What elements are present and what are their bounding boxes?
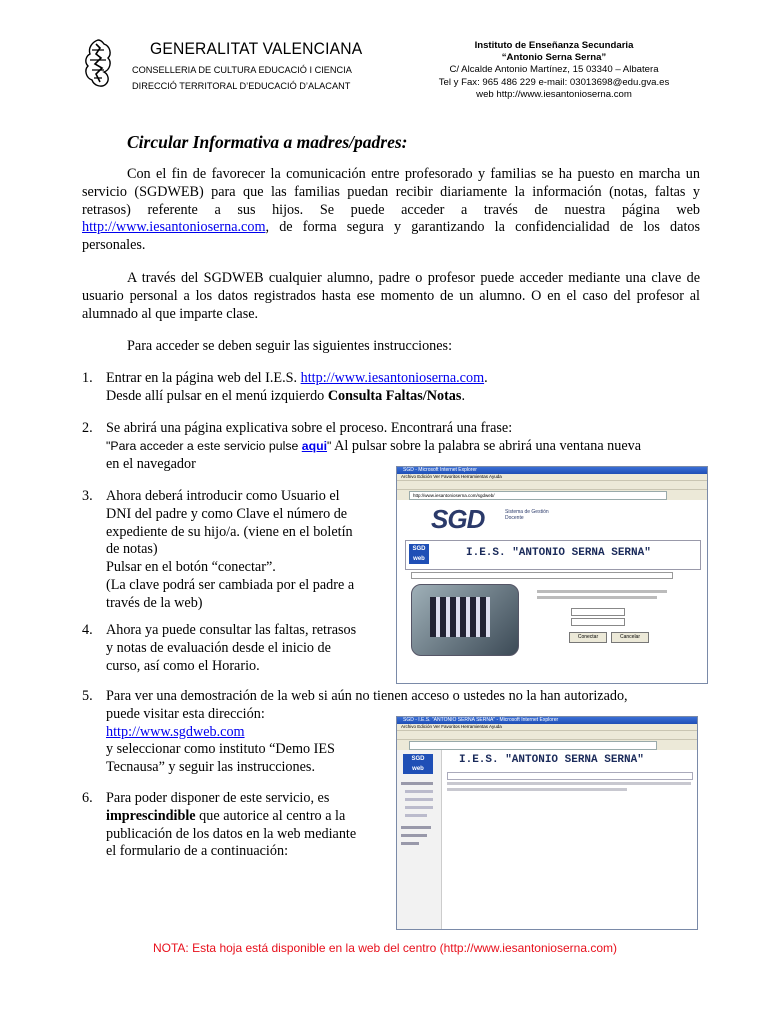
item-number: 4.	[82, 622, 93, 638]
item-3-line3: expediente de su hijo/a. (viene en el boletín	[106, 523, 353, 540]
sidebar-menu-item[interactable]	[401, 834, 427, 837]
address-bar	[409, 741, 657, 750]
demo-page	[397, 750, 697, 929]
item-2-quote-start: "Para acceder a este servicio pulse	[106, 438, 302, 453]
sidebar-menu-item[interactable]	[405, 814, 427, 817]
aqui-link[interactable]: aqui	[301, 438, 328, 453]
item-2-line2: Al pulsar sobre la palabra se abrirá una ventana nueva	[331, 437, 642, 454]
window-toolbar	[397, 481, 707, 490]
imprescindible-label: imprescindible	[106, 807, 196, 824]
sgd-web-icon: SGD web	[409, 544, 429, 564]
item-text	[106, 488, 354, 613]
item-1-period: .	[484, 370, 488, 386]
item-5-line4: Tecnausa” y seguir las instrucciones.	[106, 759, 315, 776]
item-text	[106, 622, 356, 675]
item-3-line1: Ahora deberá introducir como Usuario el	[106, 488, 340, 504]
item-2-line3: en el navegador	[106, 455, 196, 472]
item-6-line2: que autorice al centro a la	[195, 807, 346, 824]
password-input[interactable]	[571, 618, 625, 626]
window-toolbar	[397, 731, 697, 740]
item-5-line3: y seleccionar como instituto “Demo IES	[106, 741, 335, 758]
paragraph-intro-text: Con el fin de favorecer la comunicación entre profesorado y familias se ha puesto en marcha un servicio (SGDWEB) para que las familias puedan recibir diariamente la información (notas, faltas y retrasos) referente a sus hijos. Se puede acceder a través de nuestra página web	[82, 166, 700, 218]
institute-type: Instituto de Enseñanza Secundaria	[474, 40, 634, 51]
screenshot-login	[396, 466, 708, 684]
school-name: I.E.S. "ANTONIO SERNA SERNA"	[459, 754, 644, 766]
sidebar-menu-item[interactable]	[405, 798, 433, 801]
sidebar-menu-item[interactable]	[405, 806, 433, 809]
item-3-line5: Pulsar en el botón “conectar”.	[106, 559, 276, 576]
item-6-line3: publicación de los datos en la web mediante	[106, 825, 357, 842]
org-direction: DIRECCIÓ TERRITORAL D’EDUCACIÓ D’ALACANT	[132, 81, 351, 91]
item-4-line3: curso, así como el Horario.	[106, 657, 260, 674]
item-4-line2: y notas de evaluación desde el inicio de	[106, 639, 331, 656]
item-3-line6: (La clave podrá ser cambiada por el padre a	[106, 576, 355, 593]
institute-phone: Tel y Fax: 965 486 229 e-mail: 03013698@edu.gva.es	[438, 76, 670, 88]
item-text	[106, 790, 356, 861]
org-department: CONSELLERIA DE CULTURA EDUCACIÓ I CIENCIA	[132, 65, 352, 75]
sgdweb-link[interactable]: http://www.sgdweb.com	[106, 723, 245, 740]
item-5-line2: puede visitar esta dirección:	[106, 705, 265, 722]
item-3-line7: través de la web)	[106, 594, 203, 611]
sgd-brand: SGD	[431, 504, 485, 534]
paragraph-intro-tail: , de forma segura y garantizando la confidencialidad de los datos personales.	[82, 219, 700, 254]
institute-web: web http://www.iesantonioserna.com	[476, 88, 632, 100]
item-number: 3.	[82, 488, 93, 504]
login-page	[397, 500, 707, 683]
item-3-line4: de notas)	[106, 541, 158, 558]
item-6-line1: Para poder disponer de este servicio, es	[106, 790, 330, 806]
paragraph-instructions: Para acceder se deben seguir las siguientes instrucciones:	[127, 338, 453, 354]
item-number: 5.	[82, 688, 93, 704]
item-4-line1: Ahora ya puede consultar las faltas, retrasos	[106, 622, 357, 638]
org-title: GENERALITAT VALENCIANA	[150, 39, 363, 58]
school-website-link[interactable]: http://www.iesantonioserna.com	[82, 219, 266, 236]
window-title-bar: SGD - I.E.S. "ANTONIO SERNA SERNA" - Microsoft Internet Explorer	[397, 717, 697, 724]
item-1-line2: Desde allí pulsar en el menú izquierdo	[106, 387, 328, 404]
window-menu-bar: Archivo Edición Ver Favoritos Herramientas Ayuda	[397, 474, 707, 481]
sidebar-menu-item[interactable]	[401, 826, 431, 829]
info-text-line	[537, 596, 657, 599]
item-1-period-2: .	[461, 387, 465, 404]
item-number: 1.	[82, 370, 93, 386]
cancel-button[interactable]: Cancelar	[611, 632, 649, 643]
window-title-bar: SGD - Microsoft Internet Explorer	[397, 467, 707, 474]
item-2-quote-end: "	[327, 438, 332, 453]
item-5-line1: Para ver una demostración de la web si aún no tienen acceso o ustedes no la han autorizado,	[106, 688, 628, 704]
demo-text-line	[447, 782, 691, 785]
demo-text-line	[447, 788, 627, 791]
username-input[interactable]	[571, 608, 625, 616]
sidebar-menu-item[interactable]	[401, 842, 419, 845]
item-text	[106, 370, 488, 406]
paragraph-intro	[82, 166, 700, 255]
info-text-line	[537, 590, 667, 593]
demo-sidebar	[397, 750, 442, 929]
connect-button[interactable]: Conectar	[569, 632, 607, 643]
footer-note: NOTA: Esta hoja está disponible en la web del centro (http://www.iesantonioserna.com)	[152, 941, 617, 955]
sidebar-menu-item[interactable]	[405, 790, 433, 793]
paragraph-access: A través del SGDWEB cualquier alumno, padre o profesor puede acceder mediante una clave de usuario personal a los datos registrados hasta ese momento de un alumno. O en el caso del profesor al alumnado al que imparte clase.	[82, 270, 700, 322]
item-2-line1: Se abrirá una página explicativa sobre el proceso. Encontrará una frase:	[106, 420, 513, 436]
institute-address: C/ Alcalde Antonio Martínez, 15 03340 – Albatera	[449, 64, 659, 76]
window-menu-bar: Archivo Edición Ver Favoritos Herramientas Ayuda	[397, 724, 697, 731]
item-1-line1: Entrar en la página web del I.E.S.	[106, 370, 301, 386]
address-bar: http://www.iesantonioserna.com/sgdweb/	[409, 491, 667, 500]
school-website-link-2[interactable]: http://www.iesantonioserna.com	[300, 370, 485, 386]
item-6-line4: el formulario de a continuación:	[106, 843, 289, 860]
screenshot-demo	[396, 716, 698, 930]
sgd-web-icon: SGD web	[403, 754, 433, 774]
document-title: Circular Informativa a madres/padres:	[127, 132, 408, 152]
sidebar-menu-item[interactable]	[401, 782, 433, 785]
school-banner	[405, 540, 701, 570]
generalitat-logo-icon	[80, 38, 116, 90]
institute-name: “Antonio Serna Serna”	[501, 52, 607, 64]
demo-info-bar	[447, 772, 693, 780]
menu-consulta-label: Consulta Faltas/Notas	[327, 387, 462, 404]
progress-bar	[411, 572, 673, 579]
item-number: 6.	[82, 790, 93, 806]
institute-info	[404, 40, 704, 101]
keypad-device-image	[411, 584, 519, 656]
school-name: I.E.S. "ANTONIO SERNA SERNA"	[466, 547, 651, 559]
item-number: 2.	[82, 420, 93, 436]
sgd-brand-subtitle: Sistema de Gestión Docente	[505, 509, 549, 521]
item-3-line2: DNI del padre y como Clave el número de	[106, 505, 348, 522]
